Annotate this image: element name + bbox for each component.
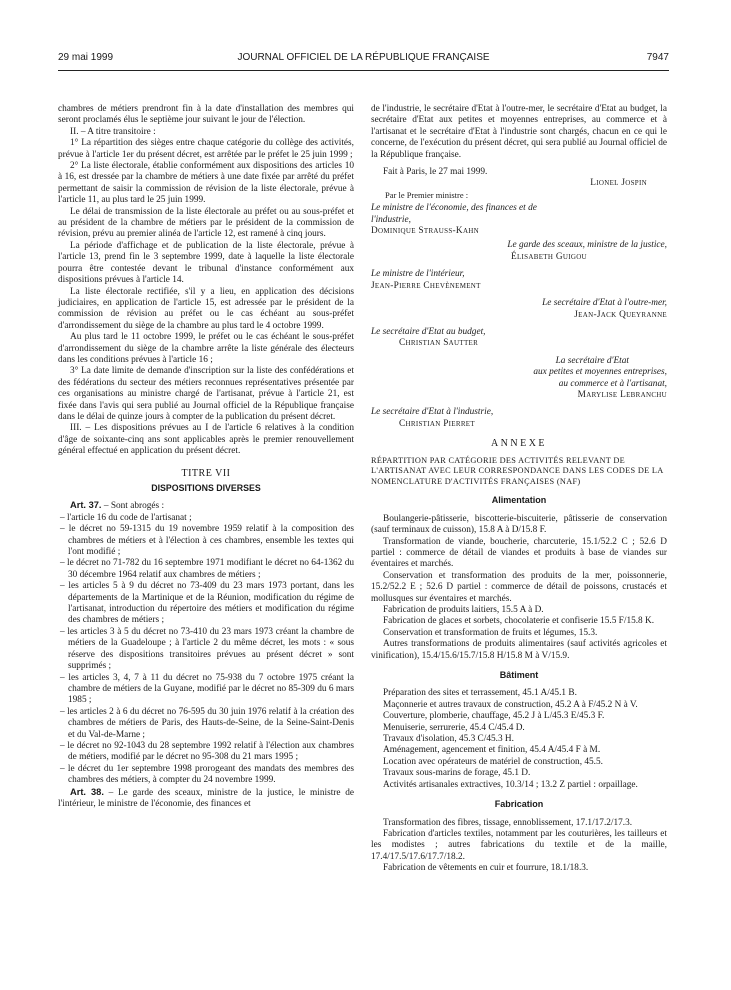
signature-block (371, 203, 667, 237)
signatory-name: Élisabeth Guigou (511, 251, 587, 262)
header-rule (58, 70, 669, 71)
paragraph: Au plus tard le 11 octobre 1999, le préfet ou le cas échéant le sous-préfet d'arrondissement du siège de la chambre arrête la liste générale des électeurs dans les conditions prévues à l'article 16 ; (58, 332, 354, 365)
signatory-name: Dominique Strauss-Kahn (371, 226, 480, 237)
activity-item: Autres transformations de produits alimentaires (sauf activités agricoles et vinification), 15.4/15.6/15.7/15.8 H/15.8 M à V/15.9. (371, 639, 667, 661)
article-label: Art. 38. (70, 786, 104, 797)
signatory-title: au commerce et à l'artisanat, (558, 378, 667, 389)
signatory-title: Le ministre de l'économie, des finances et de l'industrie, (371, 203, 537, 225)
signatory-name: Lionel Jospin (590, 178, 647, 189)
article-text: – Le garde des sceaux, ministre de la justice, le ministre de l'intérieur, le ministre de l'économie, des finances et (58, 787, 354, 809)
article-text: – Sont abrogés : (101, 501, 165, 512)
list-item: – les articles 3, 4, 7 à 11 du décret no 75-938 du 7 octobre 1975 créant la chambre de métiers de la Guyane, modifié par le décret no 85-309 du 6 mars 1985 ; (60, 672, 354, 706)
signatory-title: Le secrétaire d'Etat à l'outre-mer, (542, 298, 667, 309)
paragraph: de l'industrie, le secrétaire d'Etat à l'outre-mer, le secrétaire d'Etat au budget, la secrétaire d'Etat aux petites et moyennes entreprises, au commerce et à l'artisanat et le secrétaire d'Etat à l'industrie sont chargés, chacun en ce qui le concerne, de l'exécution du présent décret, qui sera publié au Journal officiel de la République française. (371, 104, 667, 160)
paragraph: 3° La date limite de demande d'inscription sur la liste des confédérations et des fédérations du secteur des métiers reconnues représentatives présentée par ces organisations au ministre chargé de l'artisanat, prévue à l'article 21, est fixée dans l'avis qui sera publié au Journal officiel de la République française dans le délai de quinze jours à compter de la publication du présent décret. (58, 366, 354, 422)
list-item: – le décret no 59-1315 du 19 novembre 1959 relatif à la composition des chambres de métiers et à l'élection à ces chambres, ensemble les textes qui l'ont modifié ; (60, 524, 354, 558)
abrogation-list (58, 513, 354, 787)
list-item: – l'article 16 du code de l'artisanat ; (60, 512, 192, 523)
title-subheading: DISPOSITIONS DIVERSES (151, 483, 261, 493)
activity-item: Travaux sous-marins de forage, 45.1 D. (383, 768, 531, 779)
paragraph: 2° La liste électorale, établie conformément aux dispositions des articles 10 à 16, est dressée par la chambre de métiers à une date fixée par arrêté du préfet permettant de saisir la commission de révision de la liste électorale, prévue à l'article 11, au plus tard le 25 juin 1999. (58, 161, 354, 206)
article-38 (58, 787, 354, 811)
place-date: Fait à Paris, le 27 mai 1999. (383, 167, 488, 178)
right-column (371, 104, 667, 875)
title-heading: TITRE VII (181, 467, 231, 479)
left-column (58, 104, 354, 810)
signature-block (371, 327, 667, 350)
list-item: – les articles 2 à 6 du décret no 76-595 du 30 juin 1976 relatif à la création des chambres de métiers de Paris, des Hauts-de-Seine, de la Seine-Saint-Denis et du Val-de-Marne ; (60, 706, 354, 740)
signature-block (371, 407, 667, 430)
signatory-name: Jean-Pierre Chevènement (371, 280, 481, 291)
activity-item: Fabrication de vêtements en cuir et fourrure, 18.1/18.3. (383, 863, 589, 874)
activity-item: Boulangerie-pâtisserie, biscotterie-biscuiterie, pâtisserie de conservation (sauf terminaux de cuisson), 15.8 A à D/15.8 F. (371, 513, 667, 536)
signatory-name: Christian Sautter (399, 338, 479, 349)
paragraph: II. – A titre transitoire : (70, 126, 156, 137)
paragraph: Le délai de transmission de la liste électorale au préfet ou au sous-préfet et au président de la chambre de métiers par le président de la commission de révision, prévu au premier alinéa de l'article 12, est ramené à cinq jours. (58, 206, 354, 240)
signature-block (371, 298, 667, 321)
article-label: Art. 37. (70, 500, 102, 511)
paragraph: 1° La répartition des sièges entre chaque catégorie du collège des activités, prévue à l'article 1er du présent décret, est arrêtée par le préfet le 25 juin 1999 ; (58, 138, 354, 160)
activity-item: Location avec opérateurs de matériel de construction, 45.5. (383, 756, 603, 767)
activity-item: Fabrication de glaces et sorbets, chocolaterie et confiserie 15.5 F/15.8 K. (383, 616, 655, 627)
activity-item: Travaux d'isolation, 45.3 C/45.3 H. (383, 734, 514, 745)
page-number: 7947 (646, 52, 669, 63)
signature-block (371, 269, 667, 292)
journal-title: JOURNAL OFFICIEL DE LA RÉPUBLIQUE FRANÇAISE (237, 52, 490, 63)
par-line: Par le Premier ministre : (385, 189, 469, 200)
issue-date: 29 mai 1999 (58, 52, 114, 63)
section-heading: Alimentation (491, 495, 547, 506)
annexe-title: RÉPARTITION PAR CATÉGORIE DES ACTIVITÉS RELEVANT DE L'ARTISANAT AVEC LEUR CORRESPONDANCE DANS LES CODES DE LA NOMENCLATURE D'ACTIVITÉS FRANÇAISES (NAF) (371, 455, 664, 486)
activity-item: Transformation des fibres, tissage, ennoblissement, 17.1/17.2/17.3. (383, 817, 633, 828)
signatory-title: Le garde des sceaux, ministre de la justice, (507, 240, 667, 251)
activity-item: Couverture, plomberie, chauffage, 45.2 J à L/45.3 E/45.3 F. (383, 711, 605, 722)
activity-item: Fabrication d'articles textiles, notamment par les couturières, les tailleurs et les modistes ; autres fabrications du textile et de la maille, 17.4/17.5/17.6/17.7/18.2. (371, 828, 667, 862)
signature-block (371, 356, 667, 402)
article-37 (58, 500, 354, 512)
signatory-title: La secrétaire d'Etat (555, 355, 629, 366)
activity-item: Conservation et transformation de fruits et légumes, 15.3. (383, 627, 598, 638)
activity-item: Activités artisanales extractives, 10.3/14 ; 13.2 Z partiel : orpaillage. (383, 779, 638, 790)
list-item: – les articles 5 à 9 du décret no 73-409 du 23 mars 1973 portant, dans les départements de la Martinique et de la Réunion, modification du régime de l'artisanat, introduction du répertoire des métiers et modification du régime des chambres de métiers ; (60, 581, 354, 626)
section-heading: Bâtiment (499, 670, 539, 681)
section-heading: Fabrication (494, 799, 544, 810)
paragraph: La période d'affichage et de publication de la liste électorale, prévue à l'article 13, prend fin le 3 septembre 1999, date à laquelle la liste électorale pourra être contestée devant le tribunal d'instance conformément aux dispositions prévues à l'article 14. (58, 240, 354, 286)
annexe-heading: ANNEXE (490, 438, 548, 450)
signature-block (371, 240, 667, 263)
activity-item: Maçonnerie et autres travaux de construction, 45.2 A à F/45.2 N à V. (383, 699, 638, 710)
signatory-title: aux petites et moyennes entreprises, (533, 367, 667, 378)
activity-item: Préparation des sites et terrassement, 45.1 A/45.1 B. (383, 688, 577, 699)
signatory-title: Le secrétaire d'Etat au budget, (371, 326, 486, 337)
list-item: – le décret no 71-782 du 16 septembre 1971 modifiant le décret no 64-1362 du 30 décembre 1964 relatif aux chambres de métiers ; (60, 558, 354, 580)
list-item: – les articles 3 à 5 du décret no 73-410 du 23 mars 1973 créant la chambre de métiers de la Guadeloupe ; à l'article 2 du même décret, les mots : « sous réserve des dispositions transitoires prévues au présent décret » sont supprimés ; (60, 626, 354, 672)
signatory-name: Marylise Lebranchu (577, 389, 667, 400)
list-item: – le décret no 92-1043 du 28 septembre 1992 relatif à l'élection aux chambres de métiers, modifié par le décret no 95-308 du 21 mars 1995 ; (60, 740, 354, 763)
paragraph: La liste électorale rectifiée, s'il y a lieu, en application des décisions judiciaires, en application de l'article 15, est adressée par le président de la commission de révision au préfet ou le cas échéant au sous-préfet d'arrondissement du siège de la chambre au plus tard le 4 octobre 1999. (58, 286, 354, 331)
signatory-name: Jean-Jack Queyranne (574, 309, 667, 320)
paragraph: chambres de métiers prendront fin à la date d'installation des membres qui seront proclamés élus le septième jour suivant le jour de l'élection. (58, 104, 354, 126)
activity-item: Fabrication de produits laitiers, 15.5 A à D. (383, 605, 544, 615)
signatory-title: Le secrétaire d'Etat à l'industrie, (371, 407, 494, 418)
activity-item: Conservation et transformation des produits de la mer, poissonnerie, 15.2/52.2 E ; 52.6 D partiel : commerce de détail de poissons, crustacés et mollusques sur éventaires et marchés. (371, 570, 667, 604)
activity-item: Aménagement, agencement et finition, 45.4 A/45.4 F à M. (383, 745, 601, 756)
activity-item: Menuiserie, serrurerie, 45.4 C/45.4 D. (383, 722, 525, 733)
signatory-name: Christian Pierret (399, 418, 475, 429)
annexe-sections (371, 495, 667, 874)
list-item: – le décret du 1er septembre 1998 prorogeant des mandats des membres des chambres des métiers, à compter du 24 novembre 1999. (60, 763, 354, 786)
page-header (58, 52, 669, 68)
paragraph: III. – Les dispositions prévues au I de l'article 6 relatives à la condition d'âge de soixante-cinq ans sont applicables après le premier renouvellement général effectué en application du présent décret. (58, 423, 354, 457)
signatory-title: Le ministre de l'intérieur, (371, 269, 465, 280)
activity-item: Transformation de viande, boucherie, charcuterie, 15.1/52.2 C ; 52.6 D partiel : commerce de détail de viandes et produits à base de viandes sur éventaires et marchés. (371, 536, 667, 570)
